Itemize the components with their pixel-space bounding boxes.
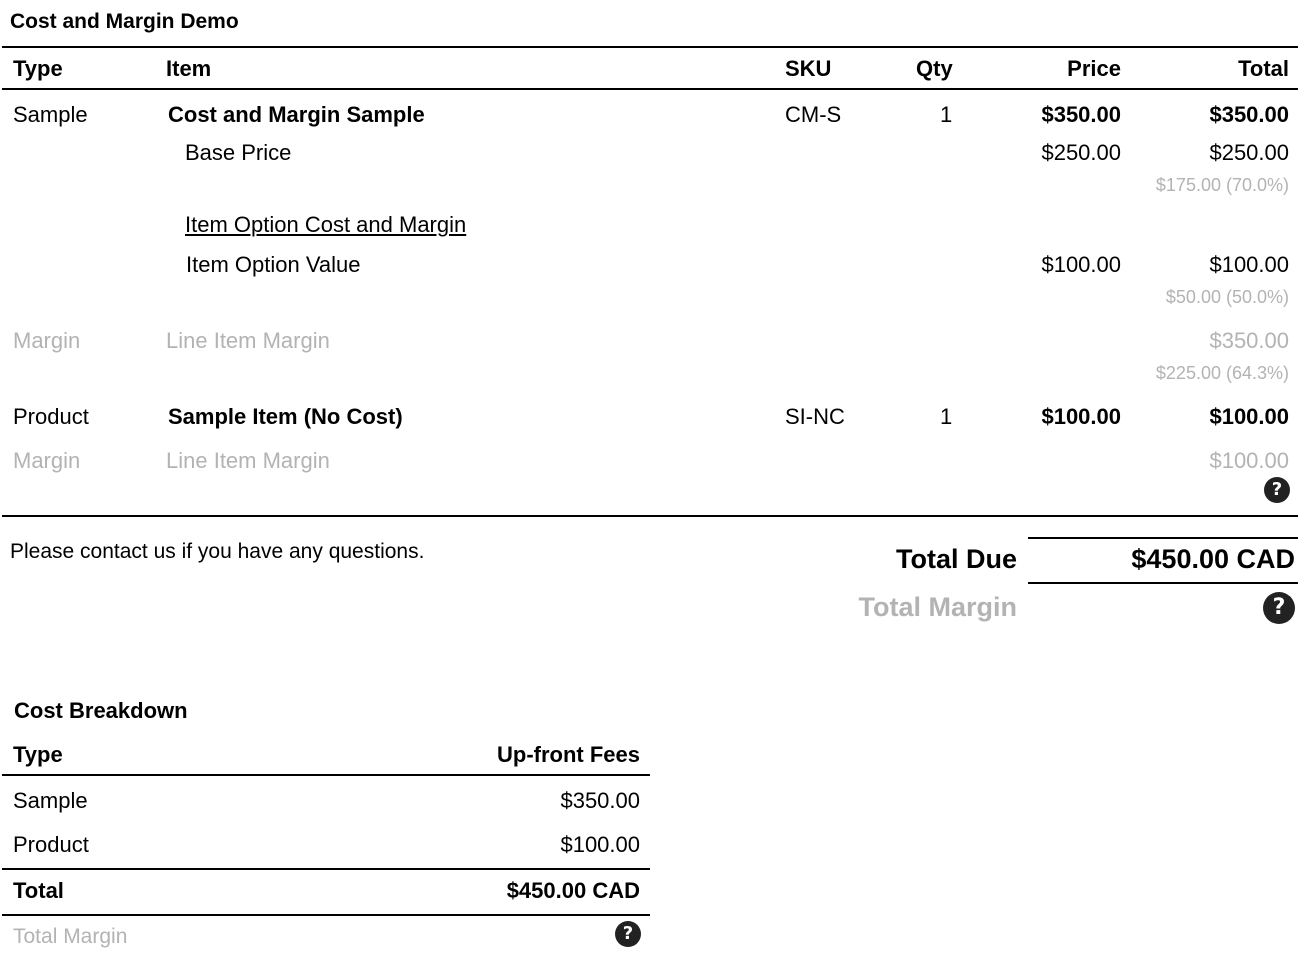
total-due-bottom-rule — [1028, 582, 1298, 584]
row-option-cost: $50.00 (50.0%) — [1165, 287, 1289, 307]
row-sample-price: $350.00 — [1041, 102, 1121, 127]
row-margin1-item: Line Item Margin — [166, 328, 330, 353]
breakdown-row-type: Product — [13, 832, 89, 857]
row-sample-item: Cost and Margin Sample — [168, 102, 425, 127]
total-due-label: Total Due — [896, 544, 1017, 574]
row-product-price: $100.00 — [1041, 404, 1121, 429]
question-circle-icon[interactable]: ? — [1263, 592, 1295, 624]
row-option-item: Item Option Value — [186, 252, 361, 277]
row-base-item: Base Price — [185, 140, 292, 165]
col-header-sku: SKU — [785, 56, 832, 81]
row-product-item: Sample Item (No Cost) — [168, 404, 403, 429]
breakdown-total-value: $450.00 CAD — [506, 878, 640, 903]
header-divider — [2, 88, 1298, 90]
contact-message: Please contact us if you have any questions. — [10, 540, 425, 563]
row-product-type: Product — [13, 404, 89, 429]
col-header-item: Item — [166, 56, 212, 81]
row-sample-total: $350.00 — [1209, 102, 1289, 127]
col-header-type: Type — [13, 56, 63, 81]
row-margin1-type: Margin — [13, 328, 81, 353]
row-margin1-total: $350.00 — [1209, 328, 1289, 353]
row-margin2-total: $100.00 — [1209, 448, 1289, 473]
row-sample-qty: 1 — [940, 102, 953, 127]
row-margin2-type: Margin — [13, 448, 81, 473]
row-margin1-cost: $225.00 (64.3%) — [1155, 363, 1289, 383]
breakdown-header-divider — [2, 774, 650, 776]
col-header-qty: Qty — [916, 56, 953, 81]
row-base-cost: $175.00 (70.0%) — [1155, 175, 1289, 195]
question-circle-icon[interactable]: ? — [1264, 477, 1290, 503]
breakdown-margin-label: Total Margin — [13, 925, 128, 948]
breakdown-col-fees: Up-front Fees — [497, 742, 640, 767]
breakdown-row-type: Sample — [13, 788, 88, 813]
row-option-total: $100.00 — [1209, 252, 1289, 277]
breakdown-total-bottom-rule — [2, 914, 650, 916]
breakdown-row-fees: $350.00 — [560, 788, 640, 813]
row-margin2-item: Line Item Margin — [166, 448, 330, 473]
title-divider — [2, 46, 1298, 48]
row-product-total: $100.00 — [1209, 404, 1289, 429]
items-bottom-divider — [2, 515, 1298, 517]
row-option-price: $100.00 — [1041, 252, 1121, 277]
total-due-value: $450.00 CAD — [1131, 544, 1295, 574]
row-product-qty: 1 — [940, 404, 953, 429]
breakdown-title: Cost Breakdown — [14, 698, 188, 723]
col-header-price: Price — [1067, 56, 1121, 81]
page-title: Cost and Margin Demo — [10, 10, 239, 33]
col-header-total: Total — [1238, 56, 1289, 81]
row-sample-sku: CM-S — [785, 102, 842, 127]
total-margin-label: Total Margin — [858, 592, 1017, 622]
breakdown-row-fees: $100.00 — [560, 832, 640, 857]
breakdown-total-label: Total — [13, 878, 64, 903]
question-circle-icon[interactable]: ? — [615, 921, 641, 947]
row-product-sku: SI-NC — [785, 404, 845, 429]
row-base-price: $250.00 — [1041, 140, 1121, 165]
breakdown-col-type: Type — [13, 742, 63, 767]
option-heading: Item Option Cost and Margin — [185, 212, 467, 237]
row-sample-type: Sample — [13, 102, 88, 127]
breakdown-total-top-rule — [2, 868, 650, 870]
total-due-top-rule — [1028, 537, 1298, 539]
row-base-total: $250.00 — [1209, 140, 1289, 165]
